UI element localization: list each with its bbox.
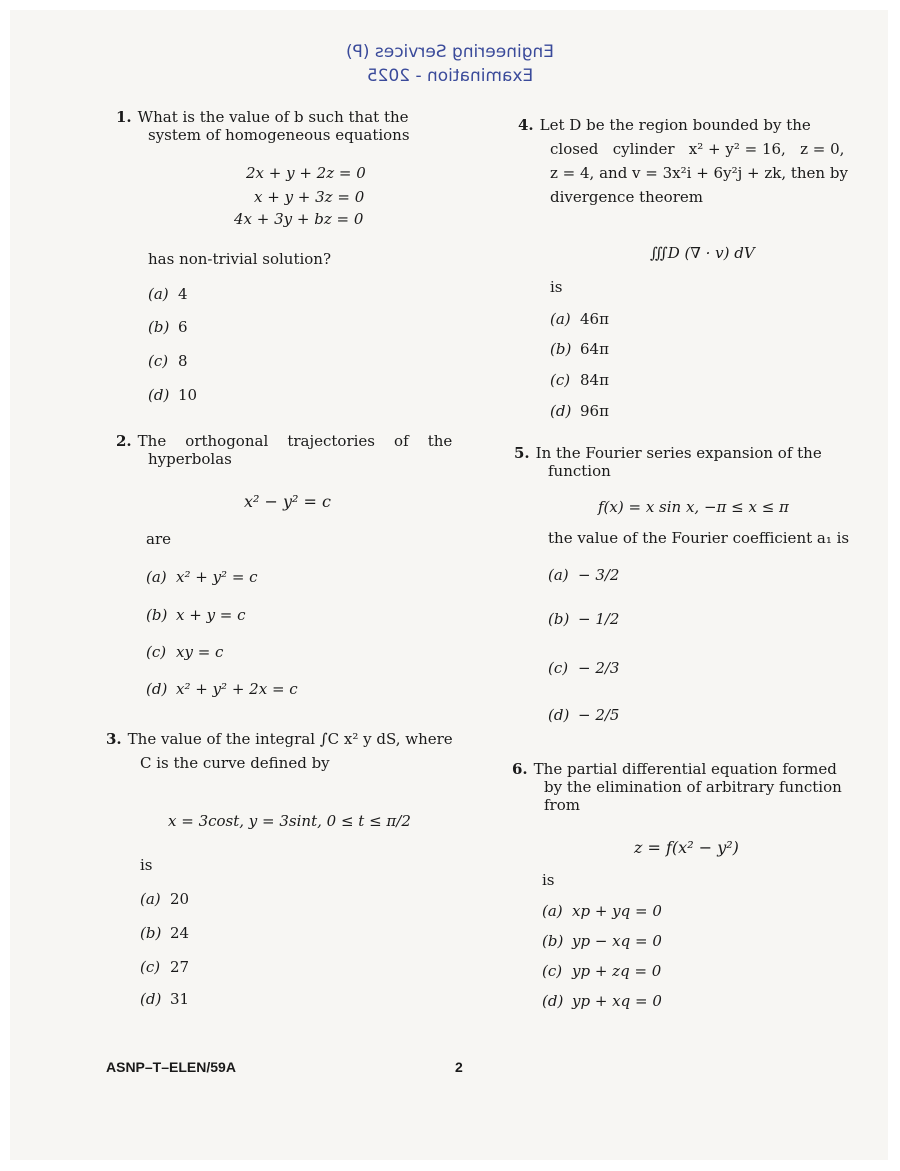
exam-stamp-line2: Examination - 2025 — [366, 66, 534, 86]
option-c: (c) − 2/3 — [548, 659, 620, 677]
question-stem: What is the value of b such that the — [137, 108, 409, 126]
question-stem: z = 4, and v = 3x²i + 6y²j + zk, then by — [550, 164, 848, 182]
option-d: (d) − 2/5 — [548, 706, 620, 724]
question-number: 5. — [514, 444, 530, 462]
question-number: 1. — [116, 108, 132, 126]
option-a: (a) 4 — [148, 285, 188, 303]
question-stem: Let D be the region bounded by the — [539, 116, 811, 134]
option-a: (a) x² + y² = c — [146, 568, 258, 586]
option-a: (a) 46π — [550, 310, 609, 328]
question-number: 2. — [116, 432, 132, 450]
question-stem: has non-trivial solution? — [148, 250, 332, 268]
option-d: (d) 96π — [550, 402, 609, 420]
question-stem: is — [550, 278, 563, 296]
equation: ∭D (∇ · v) dV — [650, 244, 755, 262]
option-d: (d) x² + y² + 2x = c — [146, 680, 298, 698]
question-number: 3. — [106, 730, 122, 748]
question-number: 6. — [512, 760, 528, 778]
question-stem: The partial differential equation formed — [533, 760, 837, 778]
option-a: (a) − 3/2 — [548, 566, 620, 584]
question-stem: the value of the Fourier coefficient a₁ is — [548, 529, 850, 547]
question-stem: The value of the integral ∫C x² y dS, where — [127, 730, 453, 748]
option-d: (d) yp + xq = 0 — [542, 992, 662, 1010]
question-stem: are — [146, 530, 171, 548]
option-c: (c) xy = c — [146, 643, 224, 661]
question-3 — [106, 730, 453, 772]
question-2 — [116, 432, 452, 468]
option-a: (a) xp + yq = 0 — [542, 902, 662, 920]
page-number: 2 — [455, 1059, 463, 1075]
option-b: (b) x + y = c — [146, 606, 246, 624]
question-5 — [514, 444, 822, 480]
option-d: (d) 31 — [140, 990, 190, 1008]
equation: x = 3cost, y = 3sint, 0 ≤ t ≤ π/2 — [168, 812, 411, 830]
question-1 — [116, 108, 410, 144]
question-4 — [518, 116, 848, 206]
option-a: (a) 20 — [140, 890, 190, 908]
option-c: (c) 84π — [550, 371, 609, 389]
option-b: (b) yp − xq = 0 — [542, 932, 662, 950]
exam-stamp-line1: Engineering Services (P) — [346, 42, 555, 62]
option-c: (c) 27 — [140, 958, 190, 976]
option-d: (d) 10 — [148, 386, 198, 404]
question-stem: function — [548, 462, 611, 480]
question-stem: system of homogeneous equations — [148, 126, 410, 144]
option-b: (b) 24 — [140, 924, 190, 942]
question-stem: is — [140, 856, 153, 874]
question-stem: divergence theorem — [550, 188, 703, 206]
question-6 — [512, 760, 842, 814]
question-stem: by the elimination of arbitrary function — [544, 778, 842, 796]
question-stem: closed cylinder x² + y² = 16, z = 0, — [550, 140, 845, 158]
paper-code: ASNP–T–ELEN/59A — [106, 1059, 236, 1075]
question-stem: hyperbolas — [148, 450, 232, 468]
question-stem: from — [544, 796, 580, 814]
question-number: 4. — [518, 116, 534, 134]
question-stem: In the Fourier series expansion of the — [535, 444, 822, 462]
equation: 4x + 3y + bz = 0 — [234, 210, 364, 228]
equation: x² − y² = c — [244, 492, 332, 511]
equation: z = f(x² − y²) — [634, 838, 739, 857]
question-stem: is — [542, 871, 555, 889]
option-c: (c) 8 — [148, 352, 188, 370]
option-b: (b) 6 — [148, 318, 188, 336]
equation: 2x + y + 2z = 0 — [246, 164, 366, 182]
question-stem: C is the curve defined by — [140, 754, 330, 772]
option-b: (b) − 1/2 — [548, 610, 620, 628]
equation: f(x) = x sin x, −π ≤ x ≤ π — [598, 498, 789, 516]
equation: x + y + 3z = 0 — [254, 188, 365, 206]
question-stem: The orthogonal trajectories of the — [137, 432, 453, 450]
option-b: (b) 64π — [550, 340, 609, 358]
option-c: (c) yp + zq = 0 — [542, 962, 662, 980]
